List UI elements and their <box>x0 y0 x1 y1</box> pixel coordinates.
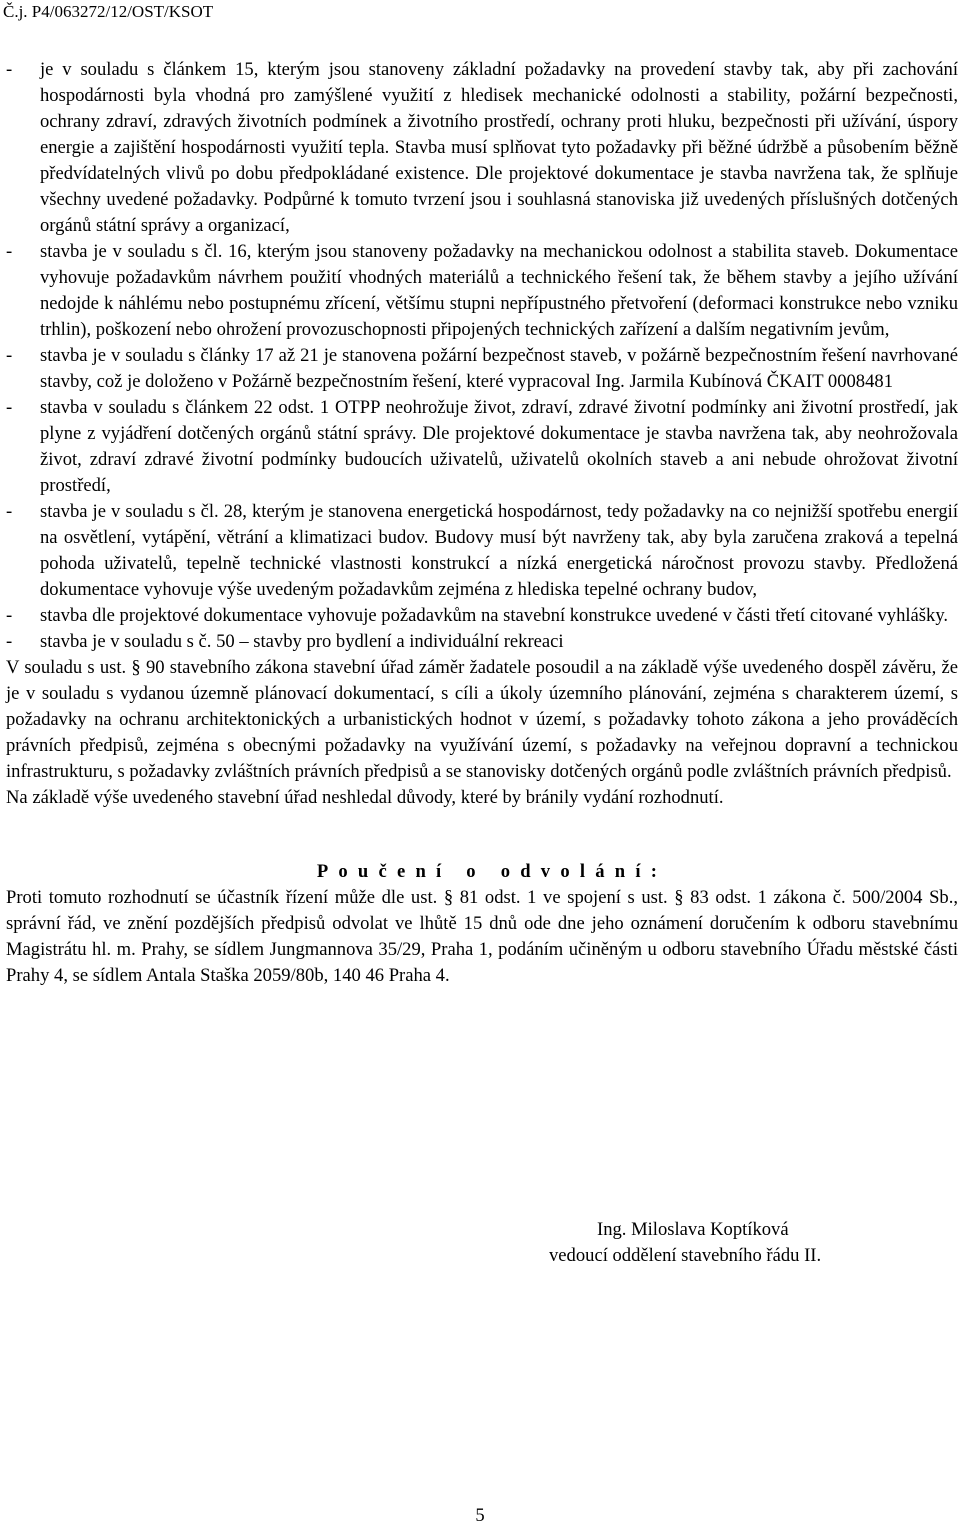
list-item-text: stavba je v souladu s č. 50 – stavby pro bydlení a individuální rekreaci <box>40 631 564 652</box>
list-item-text: stavba je v souladu s články 17 až 21 je stanovena požární bezpečnost staveb, v požárně bezpečnostním řešení navrhované stavby, což je doloženo v Požárně bezpečnostním řešení, které vypracoval Ing. Jarmila Kubínová ČKAIT 0008481 <box>40 345 958 392</box>
signatory-role: vedoucí oddělení stavebního řádu II. <box>549 1245 822 1266</box>
list-dash: - <box>6 501 13 522</box>
list-item-article-16 <box>6 239 958 343</box>
list-dash: - <box>6 345 13 366</box>
list-item-text: stavba je v souladu s čl. 28, kterým je stanovena energetická hospodárnost, tedy požadavky na co nejnižší spotřebu energií na osvětlení, vytápění, větrání a klimatizaci budov. Budovy musí být navrženy tak, aby byla zaručena zraková a tepelná pohoda uživatelů, tepelně technické vlastnosti konstrukcí a nízká energetická náročnost provozu stavby. Předložená dokumentace vyhovuje výše uvedeným požadavkům zejména z hlediska tepelné ochrany budov, <box>40 501 958 600</box>
list-item-text: je v souladu s článkem 15, kterým jsou stanoveny základní požadavky na provedení stavby tak, aby při zachování hospodárnosti byla vhodná pro zamýšlené využití z hledisek mechanické odolnosti a stability, požární bezpečnosti, ochrany zdraví, zdravých životních podmínek a životního prostředí, ochrany proti hluku, bezpečnosti při užívání, úspory energie a zajištění hospodárnosti využití tepla. Stavba musí splňovat tyto požadavky při běžné údržbě a působením běžně předvídatelných vlivů po dobu předpokládané existence. Dle projektové dokumentace je stavba navržena tak, že splňuje všechny uvedené požadavky. Podpůrné k tomuto tvrzení jsou i souhlasná stanoviska již uvedených příslušných dotčených orgánů státní správy a organizací, <box>40 59 958 236</box>
list-item-text: stavba dle projektové dokumentace vyhovuje požadavkům na stavební konstrukce uvedené v části třetí citované vyhlášky. <box>40 605 949 626</box>
appeal-instructions: Proti tomuto rozhodnutí se účastník řízení může dle ust. § 81 odst. 1 ve spojení s ust. § 83 odst. 1 zákona č. 500/2004 Sb., správní řád, ve znění pozdějších předpisů odvolat ve lhůtě 15 dnů ode dne jeho oznámení doručením k odboru stavebnímu Magistrátu hl. m. Prahy, se sídlem Jungmannova 35/29, Praha 1, podáním učiněným u odboru stavebního Úřadu městské části Prahy 4, se sídlem Antala Staška 2059/80b, 140 46 Praha 4. <box>6 887 958 986</box>
list-item-articles-17-21 <box>6 343 958 395</box>
list-item-text: stavba v souladu s článkem 22 odst. 1 OTPP neohrožuje život, zdraví, zdravé životní podmínky ani životní prostředí, jak plyne z vyjádření dotčených orgánů státní správy. Dle projektové dokumentace je stavba navržena tak, aby neohrožovala život, zdraví zdravé životní podmínky budoucích uživatelů, uživatelů okolních staveb a ani nebude ohrožovat životní prostředí, <box>40 397 958 496</box>
list-item-article-28 <box>6 499 958 603</box>
list-dash: - <box>6 397 13 418</box>
list-dash: - <box>6 59 13 80</box>
list-item-text: stavba je v souladu s čl. 16, kterým jsou stanoveny požadavky na mechanickou odolnost a stabilita staveb. Dokumentace vyhovuje požadavkům návrhem použití vhodných materiálů a technického řešení tak, že během stavby a jejího užívání nedojde k náhlému nebo postupnému zřícení, většímu stupni nepřípustného přetvoření (deformaci konstrukce nebo vzniku trhlin), poškození nebo ohrožení provozuschopnosti připojených technických zařízení a dalším negativním jevům, <box>40 241 958 340</box>
list-item-article-15 <box>6 57 958 239</box>
document-reference-number: Č.j. P4/063272/12/OST/KSOT <box>3 2 214 21</box>
page-number: 5 <box>475 1505 485 1526</box>
list-dash: - <box>6 241 13 262</box>
signatory-name: Ing. Miloslava Koptíková <box>597 1219 789 1240</box>
document-body <box>6 57 958 989</box>
appeal-heading: Poučení o odvolání: <box>316 861 668 882</box>
list-dash: - <box>6 605 13 626</box>
paragraph-conclusion: Na základě výše uvedeného stavební úřad neshledal důvody, které by bránily vydání rozhodnutí. <box>6 787 724 808</box>
list-dash: - <box>6 631 13 652</box>
list-item-part-three <box>6 603 958 629</box>
paragraph-section-90: V souladu s ust. § 90 stavebního zákona stavební úřad záměr žadatele posoudil a na základě výše uvedeného dospěl závěru, že je v souladu s vydanou územně plánovací dokumentací, s cíli a úkoly územního plánování, zejména s charakterem území, s požadavky na ochranu architektonických a urbanistických hodnot v území, s požadavky tohoto zákona a jeho prováděcích právních předpisů, zejména s obecnými požadavky na využívání území, s požadavky na veřejnou dopravní a technickou infrastrukturu, s požadavky zvláštních právních předpisů a se stanovisky dotčených orgánů podle zvláštních právních předpisů. <box>6 657 958 782</box>
list-item-article-22 <box>6 395 958 499</box>
list-item-article-50 <box>6 629 958 655</box>
